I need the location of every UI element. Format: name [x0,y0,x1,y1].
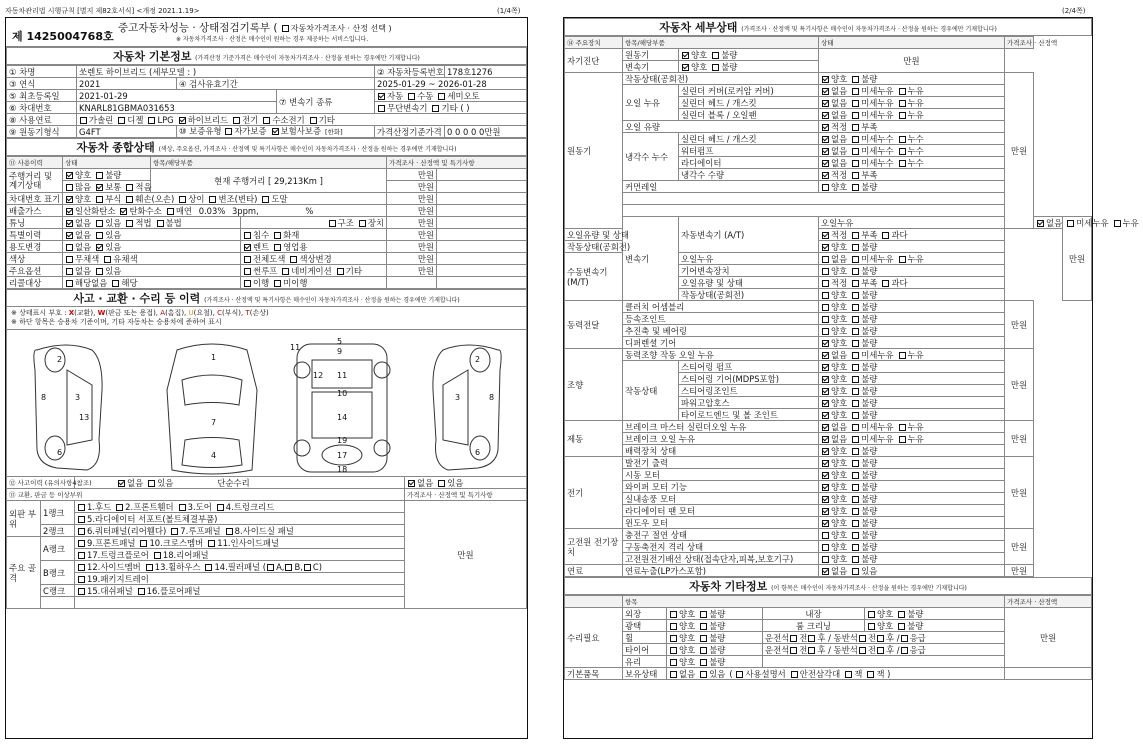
status-checkbox[interactable] [822,472,829,479]
detail-row: 추진축 및 베어링 양호 불량 [565,325,1092,337]
status-checkbox[interactable] [882,232,889,239]
detail-row: 작동상태(공회전) 양호 불량 [565,241,1092,253]
status-checkbox[interactable] [882,280,889,287]
status-checkbox[interactable] [899,100,906,107]
status-checkbox[interactable] [822,412,829,419]
status-checkbox[interactable] [852,556,859,563]
num-12: 11 [337,371,348,380]
detail-row: 라디에이터 팬 모터 양호 불량 [565,505,1092,517]
status-checkbox[interactable] [822,352,829,359]
status-checkbox[interactable] [1037,220,1044,227]
detail-row: 커먼레일 양호 불량 [565,181,1092,193]
detail-row: 연료 연료누출(LP가스포함) 없음 있음 만원 [565,565,1092,577]
status-checkbox[interactable] [822,112,829,119]
num-8r: 8 [489,393,495,402]
status-checkbox[interactable] [852,304,859,311]
status-checkbox[interactable] [852,124,859,131]
status-checkbox[interactable] [852,244,859,251]
status-checkbox[interactable] [822,316,829,323]
status-checkbox[interactable] [712,64,719,71]
detail-row: 수동변속기 (M/T) 오일누유 없음 미세누유 누유 [565,253,1092,265]
status-checkbox[interactable] [822,388,829,395]
num-8: 8 [41,393,47,402]
status-checkbox[interactable] [822,436,829,443]
page-1 [5,17,528,739]
num-1: 1 [211,353,217,362]
detail-row: 라디에이터 없음 미세누수 누수 [565,157,1092,169]
status-checkbox[interactable] [822,532,829,539]
status-checkbox[interactable] [1067,220,1074,227]
page-number-2: (2/4쪽) [1062,7,1086,15]
car-diagram [6,330,527,476]
status-checkbox[interactable] [822,292,829,299]
accident-legend: ※ 상태표시 부호 : X(교환), W(판금 또는 용접), A(흠집), U(요철), C(부식), T(손상) ※ 하단 항목은 승용차 기준이며, 기타 자동차는 승용차에 준하여 표시 [6,307,527,330]
status-checkbox[interactable] [852,340,859,347]
status-checkbox[interactable] [852,496,859,503]
num-13: 12 [313,371,324,380]
status-checkbox[interactable] [852,328,859,335]
status-checkbox[interactable] [852,472,859,479]
status-checkbox[interactable] [822,556,829,563]
status-checkbox[interactable] [822,148,829,155]
status-checkbox[interactable] [852,148,859,155]
num-11: 11 [290,343,301,352]
detail-row: 냉각수 누수 실린더 헤드 / 개스킷 없음 미세누수 누수 [565,133,1092,145]
detail-row: 기어변속장치 양호 불량 [565,265,1092,277]
car-diagram-svg [7,330,528,476]
status-checkbox[interactable] [822,100,829,107]
detail-row: 오일유량 및 상태 적정 부족 과다 [565,277,1092,289]
status-checkbox[interactable] [852,184,859,191]
status-checkbox[interactable] [899,424,906,431]
status-checkbox[interactable] [822,460,829,467]
status-checkbox[interactable] [852,292,859,299]
status-checkbox[interactable] [899,136,906,143]
status-checkbox[interactable] [822,88,829,95]
status-checkbox[interactable] [852,100,859,107]
status-checkbox[interactable] [852,172,859,179]
status-checkbox[interactable] [822,328,829,335]
num-3r: 3 [455,393,461,402]
detail-row: 실린더 블록 / 오일팬 없음 미세누유 누유 [565,109,1092,121]
status-checkbox[interactable] [682,52,689,59]
status-checkbox[interactable] [852,256,859,263]
status-checkbox[interactable] [822,172,829,179]
detail-row: 동력전달 클러치 어셈블리 양호 불량 만원 [565,301,1092,313]
detail-heading: 자동차 세부상태 (가격조사 · 산정액 및 특기사항은 매수인이 자동차가격조사 · 산정을 원하는 경우에만 기재합니다) [564,18,1092,36]
detail-row: 등속조인트 양호 불량 [565,313,1092,325]
num-6r: 6 [475,448,481,457]
status-checkbox[interactable] [852,280,859,287]
num-2: 2 [57,355,63,364]
num-6: 6 [57,448,63,457]
status-checkbox[interactable] [712,52,719,59]
status-checkbox[interactable] [852,484,859,491]
status-checkbox[interactable] [899,88,906,95]
status-checkbox[interactable] [822,508,829,515]
detail-row: 냉각수 수량 적정 부족 [565,169,1092,181]
form-reference: 자동차관리법 시행규칙 [별지 제82호서식] <개정 2021.1.19> [5,7,200,15]
status-checkbox[interactable] [852,268,859,275]
num-14: 13 [79,413,90,422]
detail-row: 오일 유량 적정 부족 [565,121,1092,133]
other-heading: 자동차 기타정보 (이 항목은 매수인이 자동차가격조사 · 산정을 원하는 경우에만 기재합니다) [564,577,1092,595]
status-checkbox[interactable] [822,136,829,143]
detail-row: 스티어링조인트 양호 불량 [565,385,1092,397]
detail-row: 실린더 헤드 / 개스킷 없음 미세누유 누유 [565,97,1092,109]
overall-heading: 자동차 종합상태 (색상, 주요옵션, 가격조사 · 산정액 및 특기사항은 매수인이 자동차가격조사 · 산정을 원하는 경우에만 기재합니다) [6,138,527,156]
status-checkbox[interactable] [899,148,906,155]
status-checkbox[interactable] [852,568,859,575]
status-checkbox[interactable] [852,412,859,419]
status-checkbox[interactable] [822,484,829,491]
page-2 [563,17,1139,739]
status-checkbox[interactable] [899,352,906,359]
status-checkbox[interactable] [852,436,859,443]
detail-row: 워터펌프 없음 미세누수 누수 [565,145,1092,157]
doc-number: 제 1425004768호 [12,30,114,43]
status-checkbox[interactable] [852,448,859,455]
status-checkbox[interactable] [822,448,829,455]
status-checkbox[interactable] [852,460,859,467]
num-3: 3 [75,393,81,402]
status-checkbox[interactable] [852,508,859,515]
overall-table: ⑪ 사용이력 상태 항목/해당부품 가격조사 · 산정액 및 특기사항 주행거리 및 계기상태 양호 불량 현재 주행거리 [ 29,213Km ] 만원 많음 보통 적음 만원 차대번호 표기 양호 부식 훼손(오손) 상이 변조(변타) 도말 만원 배출가스 일산화탄소 탄화수소 매연 0.03% 3ppm, % 만원 튜닝 없음 있음 적법 불법 구조 장치 만원 특별이력 없음 있음 침수 화재 만원 용도변경 없음 있음 렌트 영업용 만원 색상 무채색 유채색 전체도색 색상변경 만원 주요옵션 없음 있음 썬루프 네비게이션 기타 만원 리콜대상 해당없음 해당 이행 미이행 [6,156,527,289]
other-table: 항목 가격조사 · 산정액 수리필요 외장 양호 불량 내장 양호 불량 만원 광택 양호 불량 룸 크리닝 양호 불량 휠 양호 불량 운전석 전 후 / 동반석 전 후 / 응급 타이어 양호 불량 운전석 전 후 / 동반석 전 후 / 응급 유리 양호 불량 기본품목 보유상태 없음 있음 ( 사용설명서 안전삼각대 잭 잭 ) [564,595,1092,680]
status-checkbox[interactable] [852,520,859,527]
status-checkbox[interactable] [899,436,906,443]
detail-row: 작동상태 스티어링 펌프 양호 불량 [565,361,1092,373]
detail-row: 타이로드엔드 및 볼 조인트 양호 불량 [565,409,1092,421]
status-checkbox[interactable] [822,184,829,191]
status-checkbox[interactable] [822,340,829,347]
status-checkbox[interactable] [852,160,859,167]
detail-row: 고전원 전기장치 충전구 절연 상태 양호 불량 만원 [565,529,1092,541]
accident-table: ⑫ 사고이력 (유의사항4참조) 없음 있음 단순수리 없음 있음 ⑬ 교환, 판금 등 이상부위 가격조사 · 산정액 및 특기사항 외판 부위 1랭크 1.후드 2.프론트휀더 3.도어 4.트렁크리드 만원 5.라디에이터 서포트(볼트체결부품) 2랭크 6.쿼터패널(리어휀다) 7.루프패널 8.사이드실 패널 주요 골격 A랭크 9.프론트패널 10.크로스멤버 11.인사이드패널 17.트렁크플로어 18.리어패널 B랭크 12.사이드멤버 13.휠하우스 14.필러패널 ( A, B, C) 19.패키지트레이 C랭크 15.대쉬패널 16.플로어패널 [6,476,527,609]
num-4: 4 [211,451,217,460]
num-16: 14 [337,413,348,422]
detail-row: 변속기 자동변속기 (A/T) 오일누유 없음 미세누유 누유 만원 [565,217,1092,229]
status-checkbox[interactable] [899,256,906,263]
page-number: (1/4쪽) [497,7,521,15]
status-checkbox[interactable] [852,364,859,371]
status-checkbox[interactable] [822,232,829,239]
detail-row: 조향 동력조향 작동 오일 누유 없음 미세누유 누유 만원 [565,349,1092,361]
status-checkbox[interactable] [822,424,829,431]
basic-info-table: ① 차명 쏘렌토 하이브리드 (세부모델 : ) ② 자동차등록번호 178호1276 ③ 연식 2021 ④ 검사유효기간 2025-01-29 ~ 2026-01-28 ⑤ 최초등록일 2021-01-29 ⑦ 변속기 종류 자동 수동 세미오토 ⑥ 차대번호 KNARL81GBMA031653 무단변속기 기타 ( ) ⑧ 사용연료 가솔린 디젤 LPG 하이브리드 전기 수소전기 기타 ⑨ 원동기형식 G4FT ⑩ 보증유형 자가보증 보험사보증 [한화] 가격산정기준가격 0 0 0 0 0만원 [6,65,527,138]
num-9: 9 [337,347,343,356]
num-10: 10 [337,389,348,398]
status-checkbox[interactable] [852,112,859,119]
status-checkbox[interactable] [822,304,829,311]
status-checkbox[interactable] [852,376,859,383]
title-note: ※ 자동차가격조사 · 산정은 매수인이 원하는 경우 제공하는 서비스입니다. [176,36,369,43]
status-checkbox[interactable] [899,112,906,119]
detail-row: 오일 누유 실린더 커버(로커암 커버) 없음 미세누유 누유 [565,85,1092,97]
num-5: 5 [337,337,343,346]
status-checkbox[interactable] [822,280,829,287]
status-checkbox[interactable] [852,388,859,395]
detail-row: 실내송풍 모터 양호 불량 [565,493,1092,505]
status-checkbox[interactable] [899,160,906,167]
detail-row: 브레이크 오일 누유 없음 미세누유 누유 [565,433,1092,445]
status-checkbox[interactable] [822,520,829,527]
status-checkbox[interactable] [822,160,829,167]
detail-row: 원동기 작동상태(공회전) 양호 불량 만원 [565,73,1092,85]
detail-row: 시동 모터 양호 불량 [565,469,1092,481]
detail-row: 와이퍼 모터 기능 양호 불량 [565,481,1092,493]
num-19: 19 [337,436,348,445]
status-checkbox[interactable] [852,232,859,239]
accident-heading: 사고 · 교환 · 수리 등 이력 (가격조사 · 산정액 및 특기사항은 매수인이 자동차가격조사 · 산정을 원하는 경우에만 기재합니다) [6,289,527,307]
status-checkbox[interactable] [852,136,859,143]
detail-row: 작동상태(공회전) 양호 불량 [565,289,1092,301]
status-checkbox[interactable] [822,376,829,383]
num-2r: 2 [475,355,481,364]
detail-row: 구동축전지 격리 상태 양호 불량 [565,541,1092,553]
status-checkbox[interactable] [822,76,829,83]
num-7: 7 [211,418,217,427]
detail-row: 파워고압호스 양호 불량 [565,397,1092,409]
status-checkbox[interactable] [822,496,829,503]
checkbox-auto[interactable] [378,93,385,100]
status-checkbox[interactable] [822,268,829,275]
num-18: 18 [337,465,348,474]
status-checkbox[interactable] [852,532,859,539]
detail-row: 제동 브레이크 마스터 실린더오일 누유 없음 미세누유 누유 만원 [565,421,1092,433]
status-checkbox[interactable] [852,424,859,431]
detail-row: 배력장치 상태 양호 불량 [565,445,1092,457]
num-17: 17 [337,451,348,460]
status-checkbox[interactable] [852,352,859,359]
status-checkbox[interactable] [852,400,859,407]
status-checkbox[interactable] [822,124,829,131]
status-checkbox[interactable] [852,544,859,551]
status-checkbox[interactable] [822,256,829,263]
status-checkbox[interactable] [822,568,829,575]
status-checkbox[interactable] [822,544,829,551]
status-checkbox[interactable] [1114,220,1121,227]
detail-row: 고전원전기배선 상태(접속단자,피복,보호기구) 양호 불량 [565,553,1092,565]
status-checkbox[interactable] [852,76,859,83]
detail-row: 스티어링 기어(MDPS포함) 양호 불량 [565,373,1092,385]
status-checkbox[interactable] [852,88,859,95]
basic-info-heading: 자동차 기본정보 (가격산정 기준가격은 매수인이 자동차가격조사 · 산정을 원하는 경우에만 기재합니다) [6,47,527,65]
status-checkbox[interactable] [822,244,829,251]
detail-table: ⑭ 주요장치 항목/해당부품 상태 가격조사 · 산정액 자기진단 원동기 양호 불량 만원 변속기 양호 불량 원동기 작동상태(공회전) 양호 불량 만원 오일 누유 실린더 커버(로커암 커버) 없음 미세누유 누유 실린더 헤드 / 개스킷 없음 미세누유 누유 실린더 블록 / 오일팬 없음 미세누유 누유 오일 유량 적정 부족 냉각수 누수 실린더 헤드 / 개스킷 없음 미세누수 누수 워터펌프 없음 미세누수 누수 라디에이터 없음 미세누수 누수 냉각수 수량 적정 부족 커먼레일 양호 불량 변속기 자동변속기 (A/T) 오일누유 없음 미세누유 누유 만원 오일유량 및 상태 적정 부족 과다 작동상태(공회전) 양호 불량 수동변속기 (M/T) 오일누유 없음 미세누유 누유 기어변속장치 양호 불량 오일유량 및 상태 적정 부족 과다 작동상태(공회전) 양호 불량 동력전달 클러치 어셈블리 양호 불량 만원 등속조인트 양호 불량 추진축 및 베어링 양호 불량 디퍼렌셜 기어 양호 불량 조향 동력조향 작동 오일 누유 없음 미세누유 누유 만원 작동상태 스티어링 펌프 양호 불량 스티어링 기어(MDPS포함) 양호 불량 스티어링조인트 양호 불량 파워고압호스 양호 불량 타이로드엔드 및 볼 조인트 양호 불량 제동 브레이크 마스터 실린더오일 누유 없음 미세누유 누유 만원 브레이크 오일 누유 없음 미세누유 누유 배력장치 상태 양호 불량 전기 발전기 출력 양호 불량 만원 시동 모터 양호 불량 와이퍼 모터 기능 양호 불량 실내송풍 모터 양호 불량 라디에이터 팬 모터 양호 불량 윈도우 모터 양호 불량 고전원 전기장치 충전구 절연 상태 양호 불량 만원 구동축전지 격리 상태 양호 불량 고전원전기배선 상태(접속단자,피복,보호기구) 양호 불량 연료 연료누출(LP가스포함) 없음 있음 만원 [564,36,1092,577]
status-checkbox[interactable] [822,400,829,407]
status-checkbox[interactable] [682,64,689,71]
status-checkbox[interactable] [852,316,859,323]
detail-row: 변속기 양호 불량 [565,61,1092,73]
detail-row: 디퍼렌셜 기어 양호 불량 [565,337,1092,349]
detail-row: 오일유량 및 상태 적정 부족 과다 [565,229,1092,241]
status-checkbox[interactable] [822,364,829,371]
form-title: 중고자동차성능 · 상태점검기록부 ( 자동차가격조사 · 산정 선택 ) [118,22,392,34]
detail-row: 윈도우 모터 양호 불량 [565,517,1092,529]
price-select-checkbox[interactable] [282,25,289,32]
detail-row: 전기 발전기 출력 양호 불량 만원 [565,457,1092,469]
title-block [6,18,527,47]
detail-row: 자기진단 원동기 양호 불량 만원 [565,49,1092,61]
